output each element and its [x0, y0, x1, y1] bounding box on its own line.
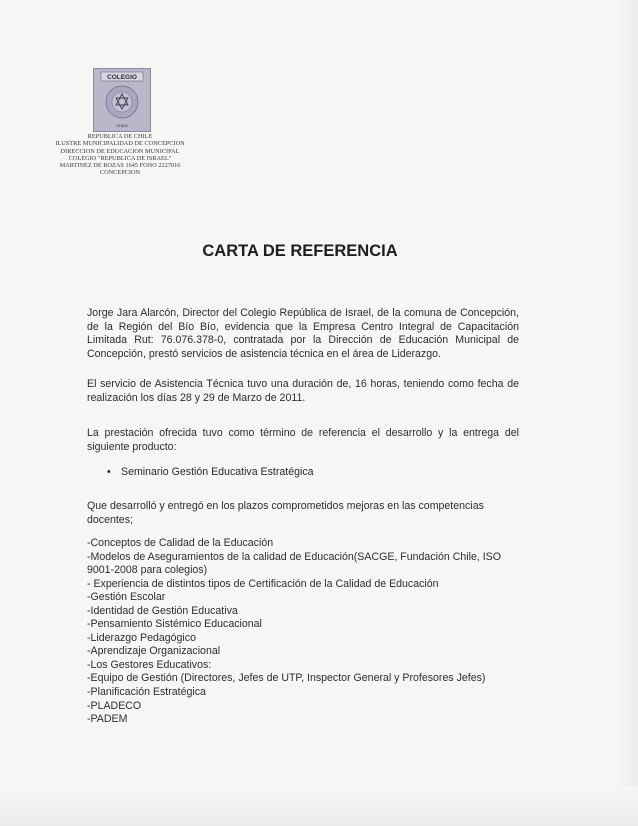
list-item: -PLADECO	[87, 699, 142, 712]
product-bullet-label: Seminario Gestión Educativa Estratégica	[121, 466, 314, 478]
scan-edge-right	[616, 0, 638, 826]
list-item: -Identidad de Gestión Educativa	[87, 604, 238, 617]
letterhead-line: ILUSTRE MUNICIPALIDAD DE CONCEPCION	[55, 140, 185, 148]
list-item: -Liderazgo Pedagógico	[87, 631, 196, 644]
letter-title: CARTA DE REFERENCIA	[202, 242, 398, 260]
paragraph-improvements: Que desarrolló y entregó en los plazos comprometidos mejoras en las competencias docentes;	[87, 500, 484, 526]
letterhead-line: REPUBLICA DE CHILE	[87, 133, 153, 140]
list-item: -Gestión Escolar	[87, 591, 166, 604]
list-item: -Los Gestores Educativos:	[87, 658, 212, 671]
list-item: -Modelos de Aseguramientos de la calidad de Educación(SACGE, Fundación Chile, ISO	[87, 550, 501, 563]
scan-edge-bottom	[0, 786, 638, 826]
letterhead-line: DIRECCION DE EDUCACION MUNICIPAL	[60, 147, 180, 155]
bullet-dot-icon: •	[107, 466, 111, 478]
letterhead-line: COLEGIO "REPUBLICA DE ISRAEL"	[68, 154, 172, 162]
list-item: -PADEM	[87, 713, 128, 726]
list-item: -Planificación Estratégica	[87, 686, 206, 699]
competencies-list	[87, 537, 527, 727]
paragraph-reference: La prestación ofrecida tuvo como término de referencia el desarrollo y la entrega del siguiente producto:	[87, 427, 519, 453]
letterhead-address	[20, 133, 220, 177]
list-item: - Experiencia de distintos tipos de Certificación de la Calidad de Educación	[87, 577, 439, 590]
list-item: -Equipo de Gestión (Directores, Jefes de UTP, Inspector General y Profesores Jefes)	[87, 672, 486, 685]
logo-title-text: COLEGIO	[107, 74, 137, 81]
list-item: -Pensamiento Sistémico Educacional	[87, 618, 262, 631]
product-bullet-item	[107, 466, 314, 480]
logo-bottom-text: CHILE	[116, 123, 128, 128]
paragraph-intro: Jorge Jara Alarcón, Director del Colegio República de Israel, de la comuna de Concepción, de la Región del Bío Bío, evidencia que la Empresa Centro Integral de Capacitación Limitada Rut: 76.076.378-0, contratada por la Dirección de Educación Municipal de Concepción, prestó servicios de asistencia técnica en el área de Liderazgo.	[87, 307, 519, 360]
paragraph-duration: El servicio de Asistencia Técnica tuvo una duración de, 16 horas, teniendo como fecha de realización los días 28 y 29 de Marzo de 2011.	[87, 378, 519, 404]
list-item: -Conceptos de Calidad de la Educación	[87, 537, 274, 549]
list-item: -Aprendizaje Organizacional	[87, 645, 221, 658]
school-seal-logo	[93, 68, 151, 132]
letterhead-line: MARTINEZ DE ROZAS 1645 FONO 2227016	[59, 162, 181, 170]
list-item: 9001-2008 para colegios)	[87, 564, 208, 577]
letterhead-line: CONCEPCION	[99, 169, 141, 177]
